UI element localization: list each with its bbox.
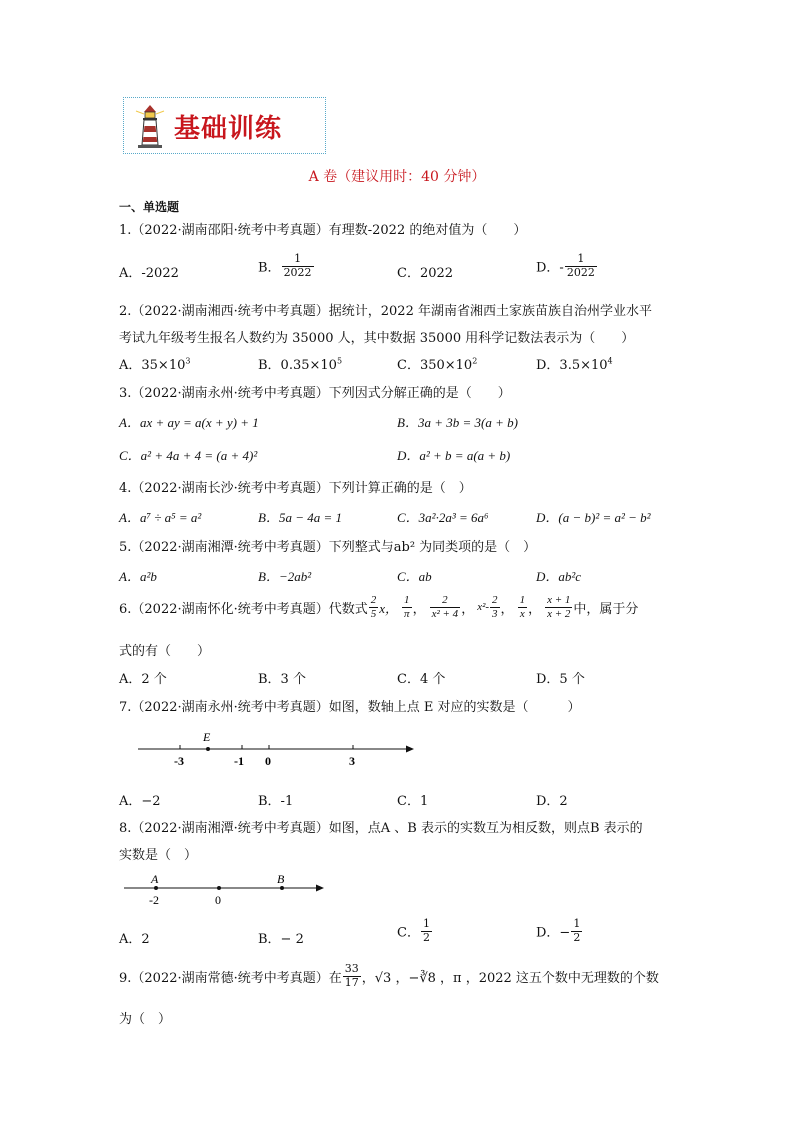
q8-tick-label: -2: [149, 893, 159, 907]
q1-stem: 1.（2022·湖南邵阳·统考中考真题）有理数-2022 的绝对值为（ ）: [119, 223, 527, 238]
q2-option-a: A．$35\times 10^3$: [119, 356, 191, 373]
q3-option-b: B．3a + 3b = 3(a + b): [397, 415, 518, 430]
section-title: A 卷（建议用时：40 分钟）: [308, 169, 486, 185]
q8-point-zero: [217, 886, 221, 890]
q6-option-a: A．2 个: [119, 672, 167, 687]
q7-tick-label: -3: [174, 754, 184, 768]
q3-option-c: C．a² + 4a + 4 = (a + 4)²: [119, 448, 258, 463]
q6-option-d: D．5 个: [536, 672, 585, 687]
q7-axis-arrow: [406, 746, 414, 753]
q8-number-line: [118, 870, 333, 910]
q1-option-c: C．2022: [397, 266, 454, 281]
q7-point-e: [206, 747, 210, 751]
q7-option-c: C．1: [397, 794, 429, 809]
q2-option-d: D．$3.5\times 10^4$: [536, 356, 613, 373]
q1-option-a: A．-2022: [119, 266, 179, 281]
q8-point-b-label: B: [277, 872, 285, 886]
q7-point-e-label: E: [203, 730, 211, 744]
q7-tick-label: 3: [349, 754, 355, 768]
q7-option-d: D．2: [536, 794, 568, 809]
q1-option-d: D．- $\frac{1}{2022}$: [536, 252, 595, 279]
q5-option-a: A．a²b: [119, 569, 157, 584]
q1-d-denominator: 2022: [566, 265, 595, 279]
q8-point-a: [154, 886, 158, 890]
q4-option-d: D．(a − b)² = a² − b²: [536, 510, 651, 525]
q2-option-b: B．$0.35\times 10^5$: [258, 356, 343, 373]
q6-option-c: C．4 个: [397, 672, 446, 687]
q7-option-b: B．-1: [258, 794, 294, 809]
q3-option-a: A．ax + ay = a(x + y) + 1: [119, 415, 259, 430]
q8-line2: 实数是（ ）: [119, 848, 198, 863]
q5-option-c: C．ab: [397, 569, 432, 584]
q6-line1: 6.（2022·湖南怀化·统考中考真题）代数式 $\frac{2}{5}$ x， $\frac{1}{\pi}$ ， $\frac{2}{\text{x² + 4}}$ ， x²- $\frac{2}{3}$ ， $\frac{1}{x}$ ， $\frac{x + 1}{x + 2}$ 中，属于分: [119, 594, 639, 620]
q4-option-c: C．3a²·2a³ = 6a⁶: [397, 510, 489, 525]
q7-tick-label: -1: [234, 754, 244, 768]
q1-option-b: B． $\frac{1}{2022}$: [258, 252, 312, 279]
q6-line2: 式的有（ ）: [119, 644, 211, 659]
q2-line1: 2.（2022·湖南湘西·统考中考真题）据统计，2022 年湖南省湘西土家族苗族自治州学业水平: [119, 304, 652, 319]
q8-option-b: B．− 2: [258, 932, 304, 947]
part-heading: 一、单选题: [119, 200, 180, 214]
q7-number-line: [130, 725, 420, 770]
q4-stem: 4.（2022·湖南长沙·统考中考真题）下列计算正确的是（ ）: [119, 481, 472, 496]
q3-option-d: D．a² + b = a(a + b): [397, 448, 511, 463]
q8-option-d: D．− $\frac{1}{2}$: [536, 917, 581, 944]
lighthouse-icon: [134, 103, 166, 149]
q5-option-d: D．ab²c: [536, 569, 582, 584]
q1-b-denominator: 2022: [283, 265, 312, 279]
section-banner: [123, 97, 326, 154]
q7-tick-label: 0: [265, 754, 271, 768]
q8-point-b: [280, 886, 284, 890]
q8-tick-label: 0: [215, 893, 221, 907]
q5-option-b: B．−2ab²: [258, 569, 312, 584]
q5-stem: 5.（2022·湖南湘潭·统考中考真题）下列整式与ab² 为同类项的是（ ）: [119, 540, 537, 555]
q3-stem: 3.（2022·湖南永州·统考中考真题）下列因式分解正确的是（ ）: [119, 386, 511, 401]
q9-line1: 9.（2022·湖南常德·统考中考真题）在 $\frac{33}{17}$ ，√3 ，−∛8 ，π ，2022 这五个数中无理数的个数: [119, 962, 659, 989]
q8-line1: 8.（2022·湖南湘潭·统考中考真题）如图，点A 、B 表示的实数互为相反数，则点B 表示的: [119, 821, 643, 836]
q9-line2: 为（ ）: [119, 1012, 172, 1027]
q2-line2: 考试九年级考生报名人数约为 35000 人，其中数据 35000 用科学记数法表示为（ ）: [119, 331, 635, 346]
q7-option-a: A．−2: [119, 794, 161, 809]
q1-b-numerator: 1: [294, 252, 302, 265]
q8-option-a: A．2: [119, 932, 150, 947]
q1-d-numerator: 1: [577, 252, 585, 265]
q8-option-c: C． $\frac{1}{2}$: [397, 917, 430, 944]
q2-option-c: C．$350\times 10^2$: [397, 356, 478, 373]
banner-title: 基础训练: [174, 114, 283, 144]
q4-option-a: A．a⁷ ÷ a⁵ = a²: [119, 510, 202, 525]
q6-option-b: B．3 个: [258, 672, 306, 687]
q4-option-b: B．5a − 4a = 1: [258, 510, 342, 525]
q7-stem: 7.（2022·湖南永州·统考中考真题）如图，数轴上点 E 对应的实数是（ ）: [119, 700, 581, 715]
q8-point-a-label: A: [151, 872, 159, 886]
q8-axis-arrow: [316, 885, 324, 892]
